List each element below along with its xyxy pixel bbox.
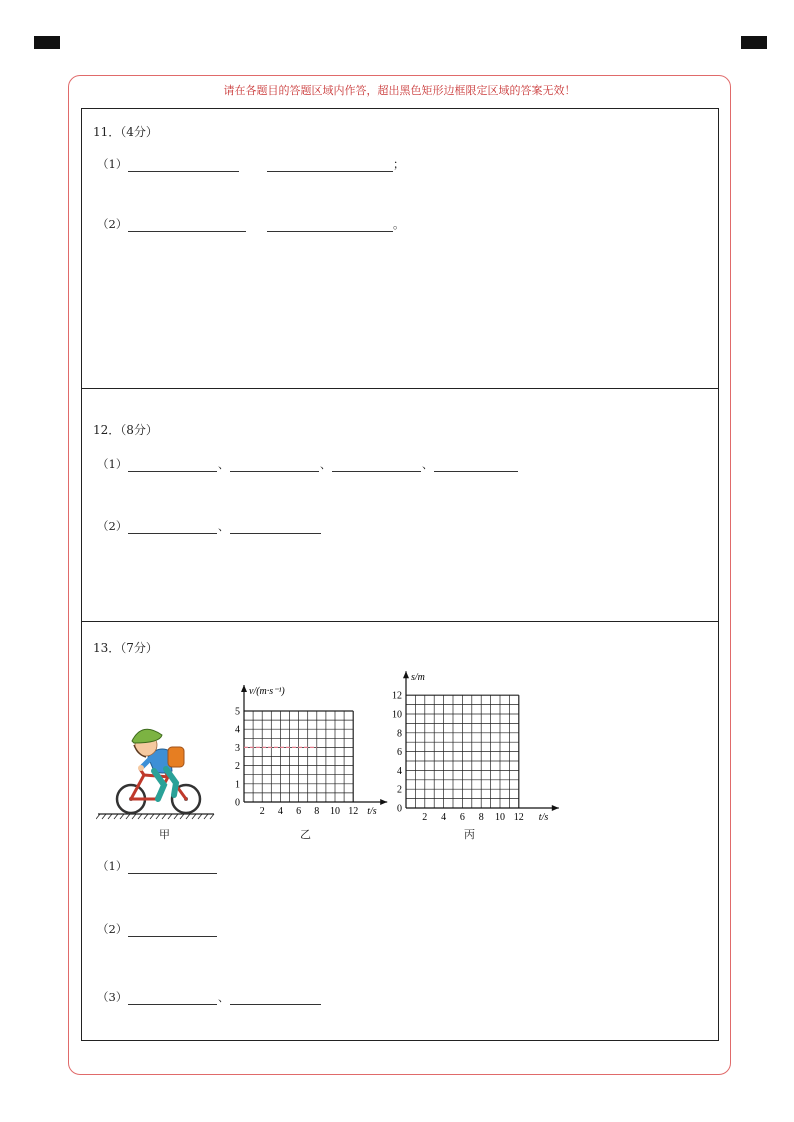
y-tick-label: 4 — [397, 765, 402, 777]
x-tick-label: 8 — [314, 806, 320, 817]
y-axis-label: v/(m·s⁻¹) — [249, 686, 285, 697]
question-13-section — [82, 621, 718, 1040]
displacement-time-graph — [378, 662, 568, 822]
question-13-row-1 — [97, 858, 217, 874]
question-11-row-2 — [97, 216, 405, 232]
row-label: （3） — [97, 990, 128, 1004]
y-tick-label: 4 — [235, 724, 240, 736]
row-label: （2） — [97, 519, 128, 533]
x-tick-label: 10 — [495, 812, 505, 822]
y-tick-label: 2 — [235, 761, 240, 773]
y-tick-label: 5 — [235, 706, 240, 718]
answer-blank[interactable] — [434, 459, 518, 472]
answer-blank[interactable] — [128, 924, 217, 937]
x-tick-label: 2 — [422, 812, 428, 822]
y-tick-label: 3 — [235, 742, 240, 754]
question-11-section — [82, 109, 718, 388]
x-tick-label: 8 — [478, 812, 484, 822]
y-tick-label: 0 — [397, 803, 402, 815]
question-13-row-2 — [97, 921, 217, 937]
answer-blank[interactable] — [128, 459, 217, 472]
answer-blank[interactable] — [230, 992, 321, 1005]
answer-box — [81, 108, 719, 1041]
question-11-row-1 — [97, 156, 405, 172]
x-tick-label: 12 — [513, 812, 524, 822]
separator: 、 — [218, 991, 229, 1004]
separator: 、 — [218, 520, 229, 533]
x-axis-arrow — [552, 805, 559, 811]
row-label: （2） — [97, 217, 128, 231]
answer-blank[interactable] — [128, 992, 217, 1005]
y-tick-label: 12 — [392, 690, 402, 702]
row-label: （2） — [97, 922, 128, 936]
separator: 、 — [218, 458, 229, 471]
answer-blank[interactable] — [267, 219, 393, 232]
y-tick-label: 10 — [392, 709, 402, 721]
row-label: （1） — [97, 457, 128, 471]
x-tick-label: 10 — [330, 806, 340, 817]
x-axis-label: t/s — [538, 812, 549, 822]
x-tick-label: 4 — [277, 806, 283, 817]
row-label: （1） — [97, 157, 128, 171]
question-12-row-2 — [97, 518, 321, 534]
x-tick-label: 6 — [459, 812, 465, 822]
x-tick-label: 4 — [441, 812, 447, 822]
y-tick-label: 2 — [397, 784, 402, 796]
y-tick-label: 0 — [235, 797, 240, 809]
question-13-title: 13．（7分） — [93, 641, 158, 655]
answer-blank[interactable] — [332, 459, 421, 472]
answer-blank[interactable] — [230, 459, 319, 472]
alignment-marker-right — [741, 36, 767, 49]
row-end-mark: ； — [393, 157, 405, 171]
question-13-row-3 — [97, 989, 321, 1005]
separator: 、 — [422, 458, 433, 471]
question-12-section — [82, 388, 718, 621]
question-12-row-1 — [97, 456, 518, 472]
question-11-title: 11．（4分） — [93, 125, 158, 139]
y-tick-label: 6 — [397, 747, 402, 759]
x-tick-label: 2 — [259, 806, 265, 817]
answer-blank[interactable] — [128, 861, 217, 874]
x-tick-label: 12 — [348, 806, 359, 817]
figure-jia-caption: 甲 — [159, 828, 170, 841]
answer-blank[interactable] — [230, 521, 321, 534]
x-tick-label: 6 — [296, 806, 302, 817]
cyclist-figure — [96, 715, 216, 823]
alignment-marker-left — [34, 36, 60, 49]
answer-blank[interactable] — [128, 159, 239, 172]
answer-blank[interactable] — [128, 521, 217, 534]
row-label: （1） — [97, 859, 128, 873]
y-tick-label: 8 — [397, 728, 402, 740]
y-axis-label: s/m — [411, 672, 425, 684]
separator: 、 — [320, 458, 331, 471]
answer-blank[interactable] — [128, 219, 246, 232]
y-tick-label: 1 — [235, 779, 240, 791]
y-axis-arrow — [241, 685, 247, 692]
x-axis-label: t/s — [367, 806, 377, 817]
y-axis-arrow — [403, 671, 409, 678]
figure-bing-caption: 丙 — [464, 828, 475, 841]
answer-area-warning: 请在各题目的答题区域内作答，超出黑色矩形边框限定区域的答案无效！ — [223, 84, 576, 97]
row-end-mark: 。 — [393, 217, 405, 231]
answer-blank[interactable] — [267, 159, 393, 172]
velocity-time-graph — [220, 676, 390, 826]
figure-yi-caption: 乙 — [300, 828, 311, 841]
question-12-title: 12．（8分） — [93, 423, 158, 437]
